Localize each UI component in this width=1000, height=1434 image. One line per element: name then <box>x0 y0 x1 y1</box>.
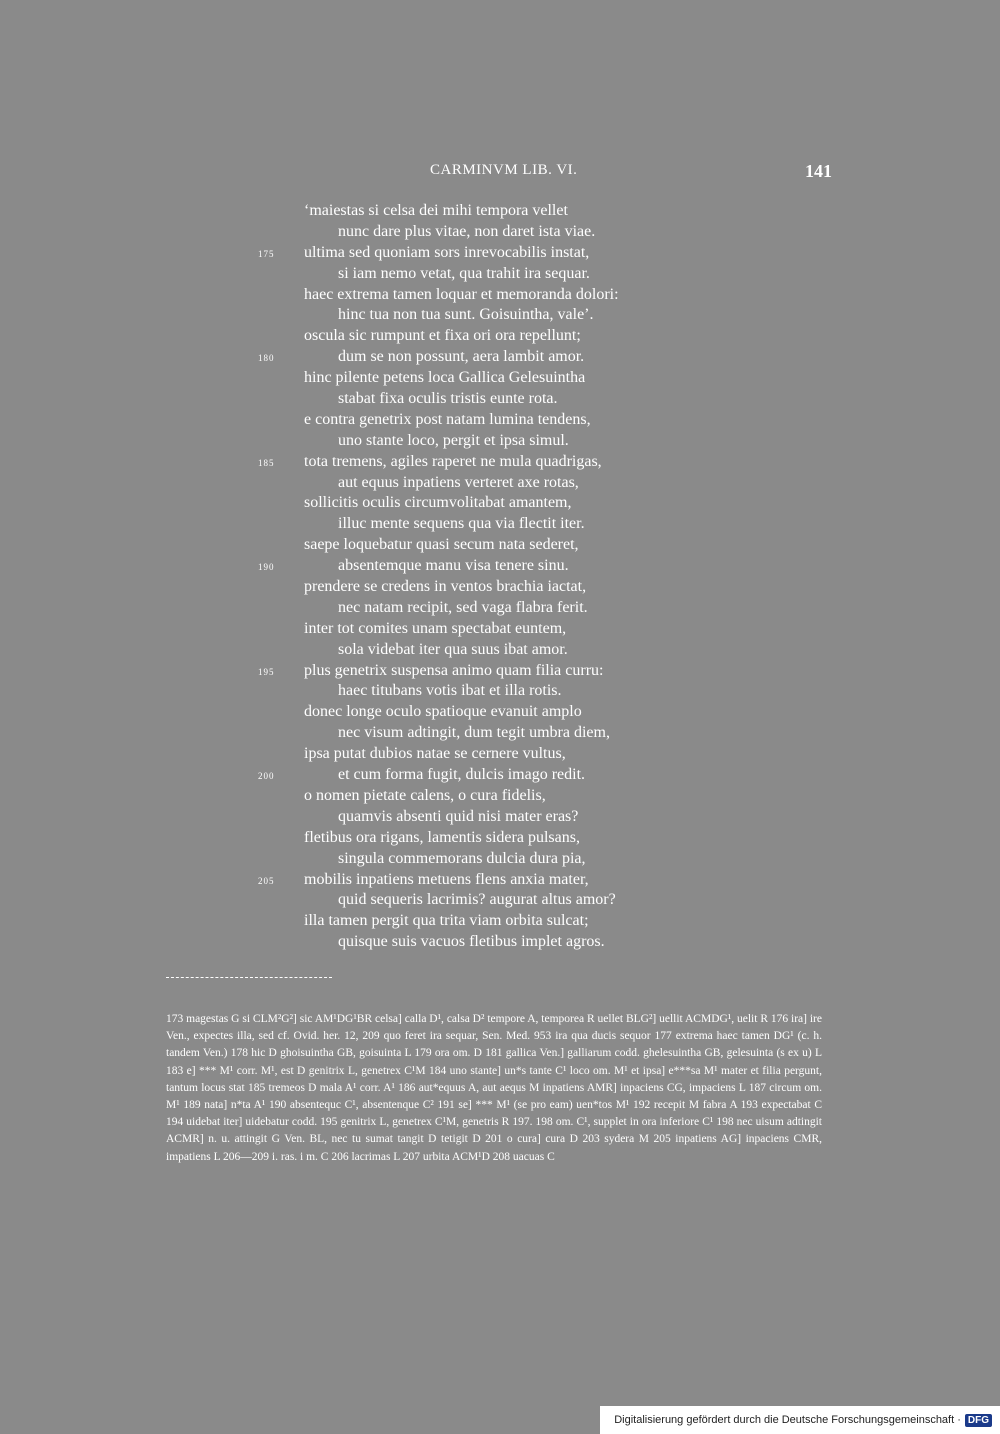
page-number: 141 <box>805 161 832 181</box>
poem-line <box>258 493 758 514</box>
poem-line <box>258 681 758 702</box>
poem-line <box>258 431 758 452</box>
poem-line <box>258 849 758 870</box>
verse-text: saepe loquebatur quasi secum nata sederet, <box>304 536 579 554</box>
poem-line <box>258 828 758 849</box>
verse-text: si iam nemo vetat, qua trahit ira sequar. <box>338 264 590 282</box>
poem-line <box>258 765 758 786</box>
line-number: 175 <box>258 248 275 259</box>
verse-text: prendere se credens in ventos brachia iactat, <box>304 578 587 596</box>
footer-bar <box>600 1406 1000 1434</box>
poem-line <box>258 535 758 556</box>
poem-line <box>258 473 758 494</box>
verse-text: illa tamen pergit qua trita viam orbita sulcat; <box>304 912 589 930</box>
poem-line <box>258 243 758 264</box>
poem-line <box>258 744 758 765</box>
poem-line <box>258 347 758 368</box>
poem-line <box>258 911 758 932</box>
poem-line <box>258 201 758 222</box>
verse-text: quisque suis vacuos fletibus implet agros. <box>338 933 605 951</box>
poem-line <box>258 264 758 285</box>
poem-line <box>258 222 758 243</box>
poem-line <box>258 890 758 911</box>
verse-text: haec titubans votis ibat et illa rotis. <box>338 682 562 700</box>
verse-text: hinc pilente petens loca Gallica Gelesuintha <box>304 369 586 387</box>
verse-text: dum se non possunt, aera lambit amor. <box>338 348 585 366</box>
verse-text: illuc mente sequens qua via flectit iter. <box>338 515 585 533</box>
line-number: 195 <box>258 666 275 677</box>
poem-line <box>258 577 758 598</box>
poem-line <box>258 807 758 828</box>
poem-line <box>258 870 758 891</box>
poem-line <box>258 368 758 389</box>
line-number: 205 <box>258 875 275 886</box>
dfg-logo-icon: DFG <box>965 1414 992 1427</box>
apparatus-text: 173 magestas G si CLM²G²] sic AM¹DG¹BR celsa] calla D¹, calsa D² tempore A, temporea R uellet BLG²] uellit ACMDG¹, uelit R 176 ira] ire Ven., expectes illa, sed cf. Ovid. her. 12, 209 quo feret ira sequar, Sen. Med. 953 ira qua ducis sequor 177 extrema haec tamen DG¹ (c. h. tandem Ven.) 178 hic D ghoisuintha GB, goisuinta L 179 ora om. D 181 gallica Ven.] galliarum codd. ghelesuintha GB, gelesuinta (s ex u) L 183 e] *** M¹ corr. M¹, est D genitrix L, genetrex C¹M 184 uno stante] un*s tante C¹ loco om. M¹ et ipsa] e***sa M¹ mater et filia pergunt, tantum locus stat 185 tremeos D mala A¹ corr. A¹ 186 aut*equus A, aut aequs M inpatiens AMR] inpaciens CG, impaciens L 187 circum om. M¹ 189 nata] n*ta A¹ 190 absentequc C¹, absentenque C² 191 se] *** M¹ (se pro eam) uen*tos M¹ 192 recepit M fabra A 193 expectabat C 194 uidebat iter] uidebatur codd. 195 genitrix L, genetrex C¹M, genetris R 197. 198 om. C¹, supplet in ora inferiore C¹ 198 nec uisum adtingit ACMR] n. u. attingit G Ven. BL, nec tu sumat tangit D tetigit D 201 o cura] cura D 203 sydera M 205 inpatiens AG] inpaciens CMR, impatiens L 206—209 i. ras. i m. C 206 lacrimas L 207 urbita ACM¹D 208 uacuas C <box>166 1013 822 1163</box>
poem-line <box>258 305 758 326</box>
poem-line <box>258 661 758 682</box>
footnote-divider <box>166 977 332 978</box>
critical-apparatus <box>166 1011 822 1166</box>
verse-text: fletibus ora rigans, lamentis sidera pulsans, <box>304 828 580 846</box>
poem-line <box>258 556 758 577</box>
verse-text: quid sequeris lacrimis? augurat altus amor? <box>338 891 616 909</box>
verse-text: o nomen pietate calens, o cura fidelis, <box>304 786 546 804</box>
verse-text: donec longe oculo spatioque evanuit amplo <box>304 703 582 721</box>
verse-text: ipsa putat dubios natae se cernere vultus, <box>304 745 566 763</box>
poem-line <box>258 932 758 953</box>
verse-text: e contra genetrix post natam lumina tendens, <box>304 410 591 428</box>
verse-text: nunc dare plus vitae, non daret ista viae. <box>338 222 596 240</box>
poem-line <box>258 514 758 535</box>
verse-text: mobilis inpatiens metuens flens anxia mater, <box>304 870 589 888</box>
line-number: 200 <box>258 771 275 782</box>
verse-text: absentemque manu visa tenere sinu. <box>338 557 569 575</box>
verse-text: ‘maiestas si celsa dei mihi tempora vellet <box>304 202 568 219</box>
poem-line <box>258 598 758 619</box>
verse-text: et cum forma fugit, dulcis imago redit. <box>338 766 586 784</box>
poem-line <box>258 619 758 640</box>
poem-line <box>258 702 758 723</box>
poem-line <box>258 452 758 473</box>
poem-line <box>258 285 758 306</box>
poem-line <box>258 640 758 661</box>
poem-line <box>258 410 758 431</box>
poem-line <box>258 786 758 807</box>
verse-text: oscula sic rumpunt et fixa ori ora repellunt; <box>304 327 581 345</box>
verse-text: uno stante loco, pergit et ipsa simul. <box>338 431 569 449</box>
verse-text: hinc tua non tua sunt. Goisuintha, vale’. <box>338 306 594 324</box>
verse-text: inter tot comites unam spectabat euntem, <box>304 619 567 637</box>
verse-text: sola videbat iter qua suus ibat amor. <box>338 640 568 658</box>
verse-text: quamvis absenti quid nisi mater eras? <box>338 807 579 825</box>
verse-text: nec natam recipit, sed vaga flabra ferit. <box>338 598 588 616</box>
verse-text: ultima sed quoniam sors inrevocabilis instat, <box>304 243 590 261</box>
verse-text: sollicitis oculis circumvolitabat amantem, <box>304 494 572 512</box>
poem-line <box>258 723 758 744</box>
poem-line <box>258 326 758 347</box>
verse-text: stabat fixa oculis tristis eunte rota. <box>338 390 558 408</box>
verse-text: singula commemorans dulcia dura pia, <box>338 849 586 867</box>
running-title: CARMINVM LIB. VI. <box>430 162 578 178</box>
verse-text: haec extrema tamen loquar et memoranda dolori: <box>304 285 619 303</box>
poem-line <box>258 389 758 410</box>
verse-text: aut equus inpatiens verteret axe rotas, <box>338 473 579 491</box>
verse-text: nec visum adtingit, dum tegit umbra diem, <box>338 724 610 742</box>
verse-text: tota tremens, agiles raperet ne mula quadrigas, <box>304 452 602 470</box>
verse-text: plus genetrix suspensa animo quam filia curru: <box>304 661 604 679</box>
line-number: 190 <box>258 562 275 573</box>
line-number: 180 <box>258 353 275 364</box>
poem-text <box>258 201 758 953</box>
funding-notice: Digitalisierung gefördert durch die Deutsche Forschungsgemeinschaft · <box>614 1414 961 1426</box>
line-number: 185 <box>258 457 275 468</box>
